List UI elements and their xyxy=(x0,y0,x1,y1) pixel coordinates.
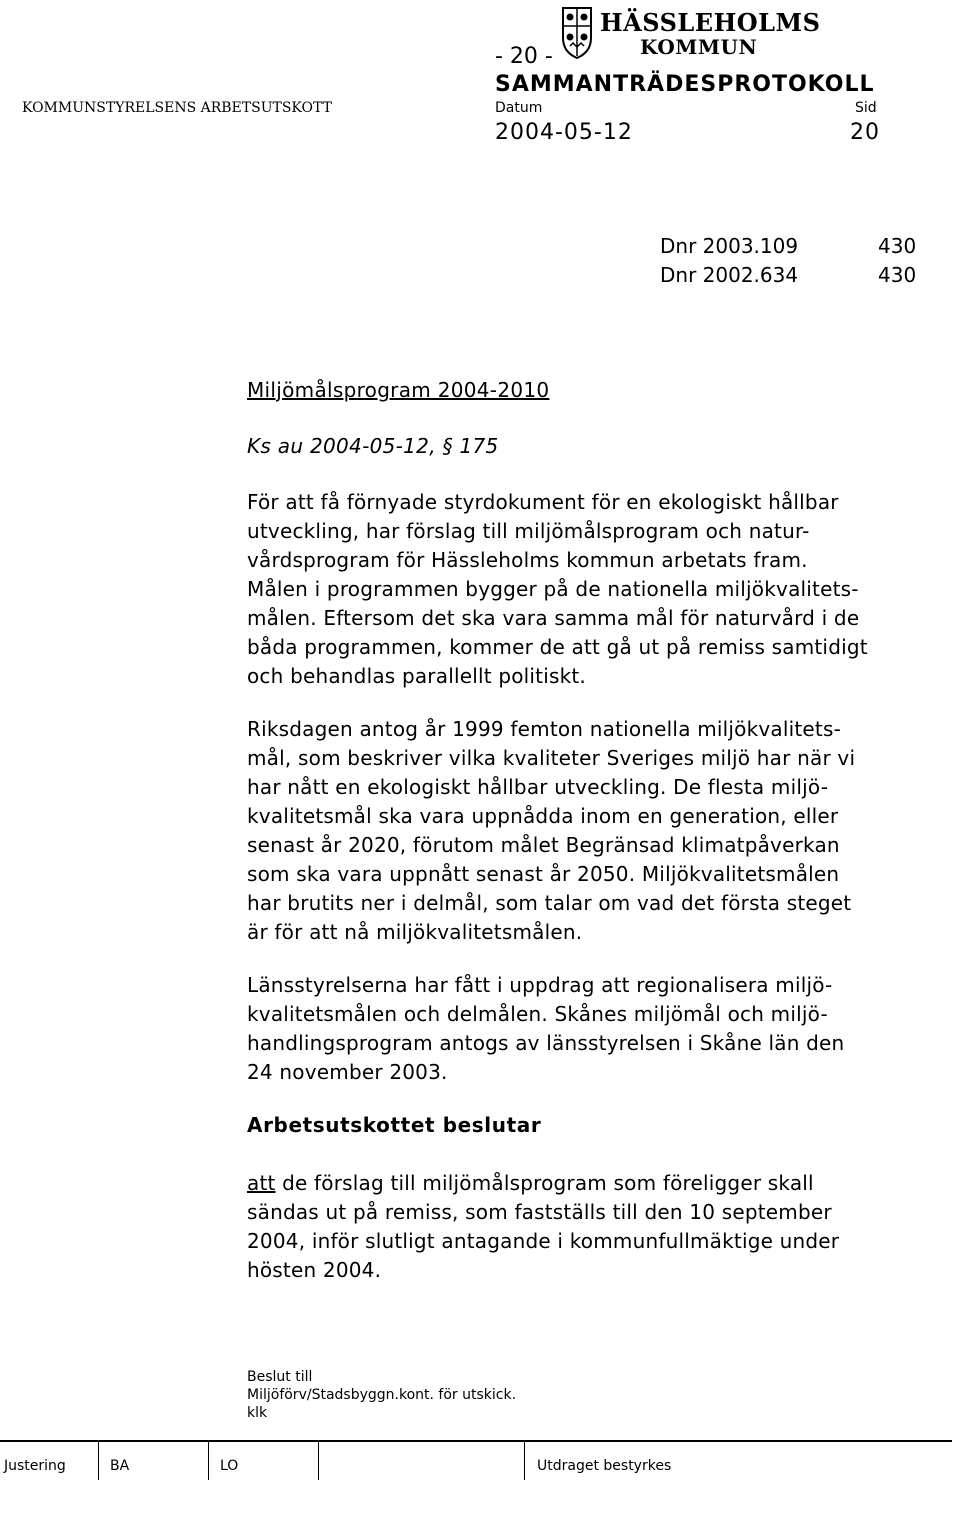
decision-line-rest: de förslag till miljömålsprogram som föreligger skall xyxy=(275,1171,814,1195)
footer-initials: BA xyxy=(110,1458,130,1474)
paragraph-line: Målen i programmen bygger på de nationella miljökvalitets- xyxy=(247,577,859,601)
paragraph-line: vårdsprogram för Hässleholms kommun arbetats fram. xyxy=(247,548,808,572)
document-title: Miljömålsprogram 2004-2010 xyxy=(247,378,550,402)
decision-line: hösten 2004. xyxy=(247,1258,382,1282)
paragraph-line: 24 november 2003. xyxy=(247,1060,448,1084)
paragraph-line: har brutits ner i delmål, som talar om vad det första steget xyxy=(247,891,852,915)
paragraph-line: båda programmen, kommer de att gå ut på remiss samtidigt xyxy=(247,635,868,659)
coat-of-arms-icon xyxy=(560,6,594,60)
paragraph xyxy=(247,488,959,691)
org-name-line1: HÄSSLEHOLMS xyxy=(600,8,821,37)
dnr-number: Dnr 2002.634 xyxy=(660,263,799,287)
decision-line: 2004, inför slutligt antagande i kommunfullmäktige under xyxy=(247,1229,840,1253)
paragraph-line: Riksdagen antog år 1999 femton nationella miljökvalitets- xyxy=(247,717,842,741)
paragraph-line: målen. Eftersom det ska vara samma mål för naturvård i de xyxy=(247,606,860,630)
paragraph-line: är för att nå miljökvalitetsmålen. xyxy=(247,920,583,944)
paragraph-line: senast år 2020, förutom målet Begränsad klimatpåverkan xyxy=(247,833,840,857)
paragraph xyxy=(247,715,959,947)
date-value: 2004-05-12 xyxy=(495,120,633,145)
dnr-number: Dnr 2003.109 xyxy=(660,234,799,258)
footer-divider-vertical xyxy=(98,1440,99,1480)
paragraph xyxy=(247,971,959,1087)
footer-justering-label: Justering xyxy=(4,1458,66,1474)
org-name-line2: KOMMUN xyxy=(640,35,758,59)
dnr-code: 430 xyxy=(878,234,917,258)
decision-lead-word: att xyxy=(247,1171,276,1195)
sid-label: Sid xyxy=(855,100,877,116)
paragraph-line: har nått en ekologiskt hållbar utveckling. De flesta miljö- xyxy=(247,775,829,799)
decision-heading: Arbetsutskottet beslutar xyxy=(247,1113,542,1137)
footer-divider-vertical xyxy=(318,1440,319,1480)
date-label: Datum xyxy=(495,100,543,116)
page-number: - 20 - xyxy=(495,44,553,69)
footer-initials: LO xyxy=(220,1458,239,1474)
footer-divider-vertical xyxy=(208,1440,209,1480)
paragraph-line: Länsstyrelserna har fått i uppdrag att regionalisera miljö- xyxy=(247,973,833,997)
paragraph-line: kvalitetsmål ska vara uppnådda inom en generation, eller xyxy=(247,804,839,828)
sid-value: 20 xyxy=(850,120,880,145)
distribution-line: klk xyxy=(247,1405,268,1421)
dnr-code: 430 xyxy=(878,263,917,287)
paragraph-line: kvalitetsmålen och delmålen. Skånes miljömål och miljö- xyxy=(247,1002,828,1026)
decision-line: sändas ut på remiss, som fastställs till den 10 september xyxy=(247,1200,832,1224)
paragraph-line: som ska vara uppnått senast år 2050. Miljökvalitetsmålen xyxy=(247,862,840,886)
document-type: SAMMANTRÄDESPROTOKOLL xyxy=(495,72,875,97)
committee-name: KOMMUNSTYRELSENS ARBETSUTSKOTT xyxy=(22,100,332,116)
decision-line xyxy=(247,1169,959,1198)
footer-divider-vertical xyxy=(524,1440,525,1480)
paragraph-line: och behandlas parallellt politiskt. xyxy=(247,664,586,688)
paragraph-line: utveckling, har förslag till miljömålsprogram och natur- xyxy=(247,519,810,543)
footer-divider xyxy=(0,1440,952,1442)
paragraph-line: handlingsprogram antogs av länsstyrelsen i Skåne län den xyxy=(247,1031,845,1055)
distribution-line: Beslut till xyxy=(247,1369,313,1385)
paragraph-line: mål, som beskriver vilka kvaliteter Sveriges miljö har när vi xyxy=(247,746,856,770)
footer-extract-label: Utdraget bestyrkes xyxy=(537,1458,672,1474)
distribution-line: Miljöförv/Stadsbyggn.kont. för utskick. xyxy=(247,1387,517,1403)
decision-text xyxy=(247,1169,959,1285)
meeting-reference: Ks au 2004-05-12, § 175 xyxy=(247,434,499,458)
paragraph-line: För att få förnyade styrdokument för en ekologiskt hållbar xyxy=(247,490,839,514)
